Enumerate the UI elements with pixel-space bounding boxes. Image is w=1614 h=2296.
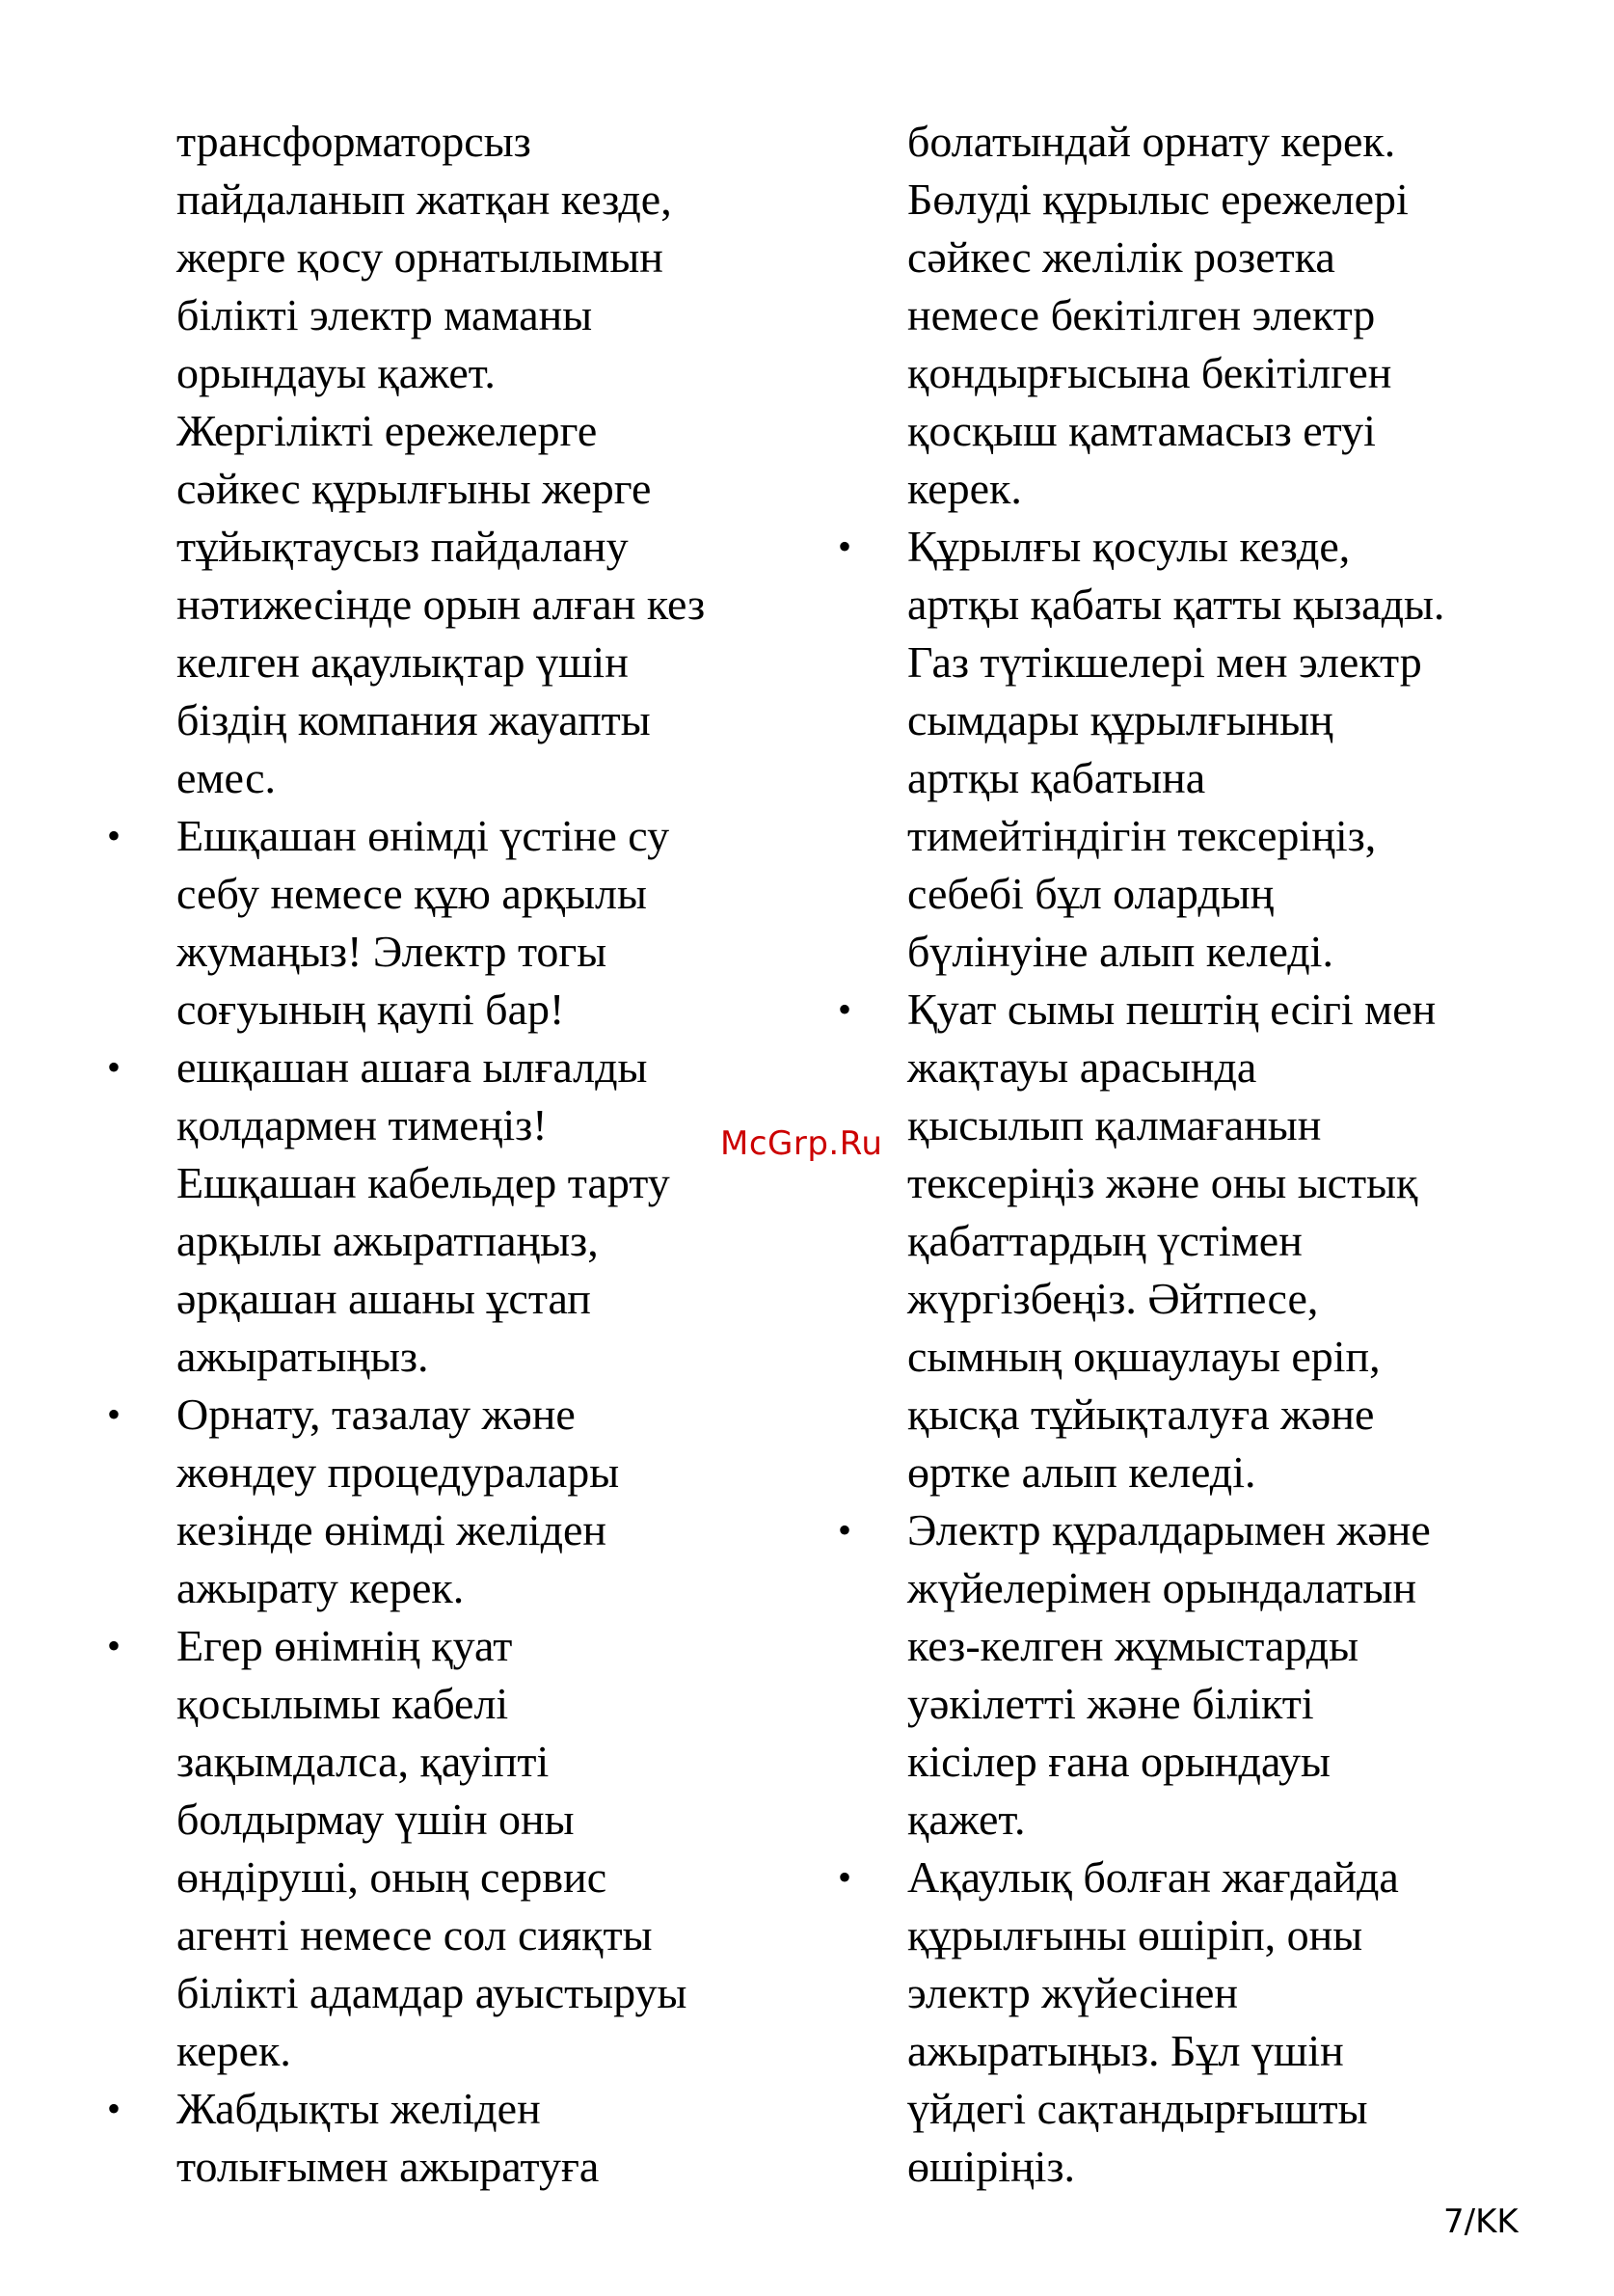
list-item [838, 1849, 1524, 2196]
list-item-text: ешқашан ашаға ылғалды қолдармен тимеңіз! Ешқашан кабельдер тарту арқылы ажыратпаңыз, әрқашан ашаны ұстап ажыратыңыз. [176, 1042, 670, 1381]
bullet-icon: • [107, 1392, 121, 1436]
list-item-text: Орнату, тазалау және жөндеу процедуралары кезінде өнімді желіден ажырату керек. [176, 1390, 620, 1612]
left-intro-paragraph: трансформаторсыз пайдаланып жатқан кезде, жерге қосу орнатылымын білікті электр маманы орындауы қажет. Жергілікті ережелерге сәйкес құрылғыны жерге тұйықтаусыз пайдалану нәтижесінде орын алған кез келген ақаулықтар үшін біздің компания жауапты емес. [176, 117, 706, 802]
list-item [838, 981, 1524, 1501]
right-intro-paragraph: болатындай орнату керек. Бөлуді құрылыс ережелері сәйкес желілік розетка немесе бекітілген электр қондырғысына бекітілген қосқыш қамтамасыз етуі керек. [907, 117, 1409, 513]
list-item-text: Жабдықты желіден толығымен ажыратуға [176, 2084, 600, 2191]
list-item-text: Қуат сымы пештің есігі мен жақтауы арасында қысылып қалмағанын тексеріңіз және оны ыстық қабаттардың үстімен жүргізбеңіз. Әйтпесе, сымның оқшаулауы еріп, қысқа тұйықталуға және өртке алып келеді. [907, 985, 1437, 1497]
list-item-text: Егер өнімнің қуат қосылымы кабелі зақымдалса, қауіпті болдырмау үшін оны өндіруші, оның сервис агенті немесе сол сияқты білікті адамдар ауыстыруы керек. [176, 1621, 687, 2075]
page-number: 7/KK [1443, 2202, 1519, 2241]
list-item-text: Ешқашан өнімді үстіне су себу немесе құю арқылы жумаңыз! Электр тогы соғуының қаупі бар! [176, 811, 670, 1034]
bullet-icon: • [107, 1624, 121, 1667]
left-column [107, 113, 794, 2196]
list-item-text: Ақаулық болған жағдайда құрылғыны өшіріп, оны электр жүйесінен ажыратыңыз. Бұл үшін үйдегі сақтандырғышты өшіріңіз. [907, 1852, 1399, 2191]
list-item [107, 1039, 794, 1386]
right-column [838, 113, 1524, 2196]
bullet-icon: • [838, 1855, 852, 1899]
watermark: McGrp.Ru [720, 1124, 883, 1163]
list-item [107, 1617, 794, 2080]
bullet-icon: • [838, 525, 852, 568]
bullet-icon: • [107, 814, 121, 857]
bullet-icon: • [107, 2087, 121, 2130]
list-item-text: Құрылғы қосулы кезде, артқы қабаты қатты қызады. Газ түтікшелері мен электр сымдары құрылғының артқы қабатына тимейтіндігін тексеріңіз, себебі бұл олардың бүлінуіне алып келеді. [907, 522, 1445, 976]
list-item [838, 1501, 1524, 1849]
bullet-icon: • [838, 1508, 852, 1552]
bullet-icon: • [107, 1045, 121, 1089]
list-item [107, 2080, 794, 2196]
list-item-text: Электр құралдарымен және жүйелерімен орындалатын кез-келген жұмыстарды уәкілетті және білікті кісілер ғана орындауы қажет. [907, 1505, 1431, 1844]
list-item [838, 518, 1524, 981]
list-item [107, 1386, 794, 1617]
bullet-icon: • [838, 987, 852, 1031]
list-item [107, 807, 794, 1039]
